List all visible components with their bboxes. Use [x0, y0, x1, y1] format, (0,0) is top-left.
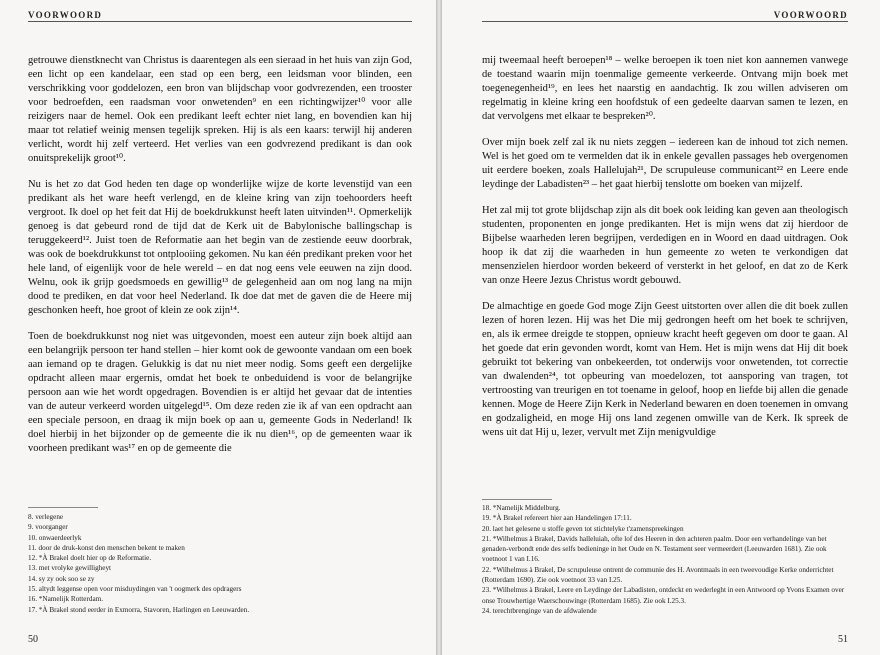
footnote: 20. laet het gelesene u stoffe geven tot stichtelyke t'zamenspreekingen	[482, 524, 684, 533]
footnote-rule	[482, 499, 552, 500]
page-number: 50	[28, 634, 38, 645]
body-text	[482, 54, 848, 452]
paragraph: Over mijn boek zelf zal ik nu niets zeggen – iedereen kan de inhoud tot zich nemen. Wel is het goed om te vermelden dat ik in enkele gevallen passages heb overgenomen uit eerdere boeken, zoals Hallelujah²¹, De scrupuleuse communicant²² en Leere ende leydinge der Labadisten²³ – het gaat hierbij tenslotte om boeken van mijzelf.	[482, 137, 848, 190]
footnote: 15. altydt leggense open voor misduydingen van 't oogmerk des opdragers	[28, 585, 242, 594]
footnote: 11. door de druk-konst den menschen bekent te maken	[28, 543, 185, 552]
footnote: 21. *Wilhelmus à Brakel, Davids halleluiah, ofte lof des Heeren in den achteren paalm. Door een verhandelinge van het genaden-verbondt ende des selfs bedieninge in het Oude en N. Testament seer vermeerdert (Leeuwarden 1681). Zie ook voetnoot 1 van I.16.	[482, 534, 827, 564]
paragraph: Het zal mij tot grote blijdschap zijn als dit boek ook leiding kan geven aan theologisch studenten, proponenten en jonge predikanten. Het is mijn wens dat zij hierdoor de Bijbelse waarheden leren begrijpen, verdedigen en in Woord en daad uitdragen. Ook hoop ik dat zij die waarheden in hun gemeente zo weten te verkondigen dat mensenzielen hierdoor worden bekeerd of versterkt in het geloof, en dat zo de Kerk van onze Heere Jezus Christus wordt gebouwd.	[482, 205, 848, 286]
footnote: 8. verlegene	[28, 513, 64, 521]
footnotes	[482, 503, 848, 616]
right-page	[442, 0, 880, 655]
footnote: 23. *Wilhelmus à Brakel, Leere en Leydinge der Labadisten, ontdeckt en wederleght in een Antwoord op Yvons Examen over onse Trouwhertige Waerschouwinge (Rotterdam 1685). Zie ook I.25.3.	[482, 586, 845, 605]
running-header: VOORWOORD	[773, 10, 848, 20]
footnote: 19. *À Brakel refereert hier aan Handelingen 17:11.	[482, 514, 632, 523]
body-text	[28, 54, 412, 468]
paragraph: Nu is het zo dat God heden ten dage op wonderlijke wijze de korte levenstijd van een predikant als het ware heeft verlengd, en de kleine kring van zijn toehoorders heeft vergroot. Ik doel op het feit dat Hij de boekdrukkunst heeft laten uitvinden¹¹. Opmerkelijk genoeg is dat gebeurd rond de tijd dat de Kerk uit de Babylonische ballingschap is teruggekeerd¹². Juist toen de Reformatie aan het begin van de zestiende eeuw doorbrak, was ook de boekdrukkunst tot ontplooiing gekomen. Nu kan één predikant preken voor het hele land, of eigenlijk voor de hele wereld – en dat nog eens vele eeuwen na zijn dood. Welnu, ook ik grijp goedsmoeds en gewillig¹³ de gelegenheid aan om nog lang na mijn dood te prediken, en dat voor heel Nederland. Ik doe dat met de gaven die de Heere mij geschonken heeft, hoe groot of klein ze ook zijn¹⁴.	[28, 179, 412, 316]
footnote: 18. *Namelijk Middelburg.	[482, 504, 561, 512]
footnote: 16. *Namelijk Rotterdam.	[28, 595, 104, 604]
footnote: 9. voorganger	[28, 523, 68, 532]
footnote: 14. sy zy ook soo se zy	[28, 574, 95, 583]
footnotes	[28, 512, 412, 615]
paragraph: Toen de boekdrukkunst nog niet was uitgevonden, moest een auteur zijn boek altijd aan een belangrijk persoon ter hand stellen – hier komt ook de gewoonte vandaan om een boek aan iemand op te dragen. Gelukkig is dat nu niet meer nodig. Soms geeft een dergelijke opdracht alleen maar ergernis, omdat het boek te onbeduidend is voor de belangrijke persoon aan wie het wordt opgedragen. Bovendien is er altijd het gevaar dat de intenties van de auteur verkeerd worden uitgelegd¹⁵. Om deze reden zie ik af van een opdracht aan een speciale persoon, en draag ik mijn boek op aan u, gemeente Gods in Nederland! Ik doel hierbij in het bijzonder op de gemeente die ik nu dien¹⁶, op de gemeenten waar ik voorheen predikant was¹⁷ en op de gemeente die	[28, 331, 412, 454]
left-page	[0, 0, 436, 655]
footnote: 17. *À Brakel stond eerder in Exmorra, Stavoren, Harlingen en Leeuwarden.	[28, 605, 250, 614]
paragraph: mij tweemaal heeft beroepen¹⁸ – welke beroepen ik toen niet kon aannemen vanwege de toestand waarin mijn toenmalige gemeente verkeerde. Ontvang mijn boek met toegenegenheid¹⁹, en lees het naarstig en aandachtig. Ik zou willen adviseren om regelmatig in kleine kring een hoofdstuk of een gedeelte daarvan samen te lezen, en dat vervolgens met elkaar te bespreken²⁰.	[482, 55, 848, 122]
header-rule	[28, 21, 412, 22]
page-number: 51	[838, 634, 848, 645]
footnote: 12. *À Brakel doelt hier op de Reformatie.	[28, 554, 152, 563]
footnote: 10. onwaerdeerlyk	[28, 533, 82, 542]
footnote: 22. *Wilhelmus à Brakel, De scrupuleuse ontrent de communie des H. Avontmaals in een tweevoudige Kerke onderrichtet (Rotterdam 1690). Zie ook voetnoot 33 van I.25.	[482, 565, 834, 585]
footnote: 13. met vrolyke gewilligheyt	[28, 564, 112, 573]
footnote: 24. terechtbrenginge van de afdwalende	[482, 606, 597, 615]
footnote-rule	[28, 507, 98, 508]
paragraph: getrouwe dienstknecht van Christus is daarentegen als een sieraad in het huis van zijn God, een licht op een kandelaar, een stad op een berg, een leidsman voor blinden, een verschrikking voor goddelozen, een bron van blijdschap voor godvrezenden, een trooster voor bedroefden, een raadsman voor onwetenden⁹ en een richtingwijzer¹⁰ voor alle reizigers naar de hemel. Ook een predikant leeft echter niet lang, en bovendien kan hij maar tot relatief weinig mensen tegelijk spreken. Hij is als een kaars: terwijl hij anderen verlicht, wordt hij zelf verteerd. Het verlies van een godvrezend predikant is dan ook onuitsprekelijk groot¹⁰.	[28, 55, 412, 164]
paragraph: De almachtige en goede God moge Zijn Geest uitstorten over allen die dit boek zullen lezen of horen lezen. Hij was het Die mij gedrongen heeft om het boek te schrijven, en, als ik ermee dreigde te stoppen, opnieuw kracht heeft gegeven om door te gaan. Al het goede dat erin gevonden wordt, komt van Hem. Het is mijn wens dat Hij dit boek gebruikt tot bekering van onbekeerden, tot onderwijs voor onwetenden, tot correctie van dwalenden²⁴, tot opbeuring van moedelozen, tot aansporing van tragen, tot vertroosting van treurigen en tot toename in geloof, hoop en liefde bij allen die genade kennen. Moge de Heere Zijn Kerk in Nederland bewaren en doen toenemen in omvang en godzaligheid, en moge Hij ons land zegenen omwille van de Kerk. Ik spreek de wens uit dat Hij u, lezer, vervult met Zijn menigvuldige	[482, 301, 848, 438]
header-rule	[482, 21, 848, 22]
running-header: VOORWOORD	[28, 10, 103, 20]
